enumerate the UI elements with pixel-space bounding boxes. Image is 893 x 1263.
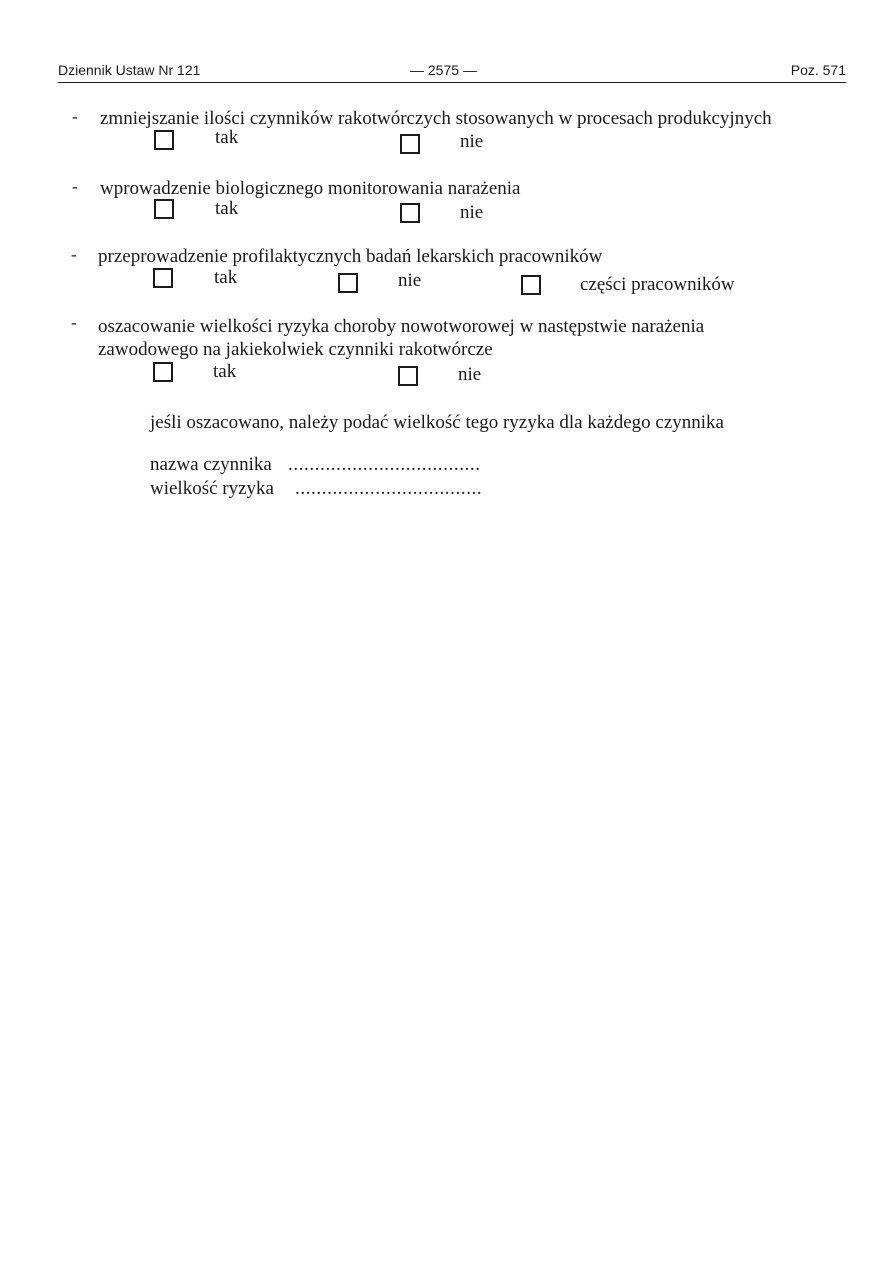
checkbox-q3-tak[interactable]: [153, 268, 173, 288]
option-label-nie: nie: [460, 131, 484, 152]
page-number: — 2575 —: [410, 62, 477, 78]
question-1-text: zmniejszanie ilości czynników rakotwórczych stosowanych w procesach produkcyjnych: [100, 108, 772, 129]
position-number: Poz. 571: [790, 62, 846, 78]
option-label-tak: tak: [215, 127, 239, 148]
followup-instruction: jeśli oszacowano, należy podać wielkość tego ryzyka dla każdego czynnika: [150, 412, 724, 433]
journal-title: Dziennik Ustaw Nr 121: [58, 62, 201, 78]
question-2-text: wprowadzenie biologicznego monitorowania narażenia: [100, 178, 521, 199]
bullet-dash: -: [72, 177, 78, 196]
question-4-text-line1: oszacowanie wielkości ryzyka choroby nowotworowej w następstwie narażenia: [98, 316, 705, 337]
bullet-dash: -: [71, 245, 77, 264]
option-label-nie: nie: [460, 202, 484, 223]
field-label-nazwa-czynnika: nazwa czynnika: [150, 454, 272, 475]
checkbox-q1-nie[interactable]: [400, 134, 420, 154]
page-header: [58, 60, 846, 83]
option-label-nie: nie: [398, 270, 422, 291]
option-label-nie: nie: [458, 364, 482, 385]
checkbox-q4-nie[interactable]: [398, 366, 418, 386]
checkbox-q4-tak[interactable]: [153, 362, 173, 382]
option-label-czesci-pracownikow: części pracowników: [580, 274, 735, 295]
option-label-tak: tak: [215, 198, 239, 219]
checkbox-q3-czesci[interactable]: [521, 275, 541, 295]
field-label-wielkosc-ryzyka: wielkość ryzyka: [150, 478, 274, 499]
option-label-tak: tak: [213, 361, 237, 382]
field-wielkosc-ryzyka-input[interactable]: ...................................: [295, 478, 483, 499]
checkbox-q2-nie[interactable]: [400, 203, 420, 223]
checkbox-q3-nie[interactable]: [338, 273, 358, 293]
checkbox-q1-tak[interactable]: [154, 130, 174, 150]
bullet-dash: -: [71, 313, 77, 332]
bullet-dash: -: [72, 107, 78, 126]
option-label-tak: tak: [214, 267, 238, 288]
checkbox-q2-tak[interactable]: [154, 199, 174, 219]
field-nazwa-czynnika-input[interactable]: ....................................: [288, 454, 481, 475]
question-3-text: przeprowadzenie profilaktycznych badań lekarskich pracowników: [98, 246, 603, 267]
question-4-text-line2: zawodowego na jakiekolwiek czynniki rakotwórcze: [98, 339, 493, 360]
